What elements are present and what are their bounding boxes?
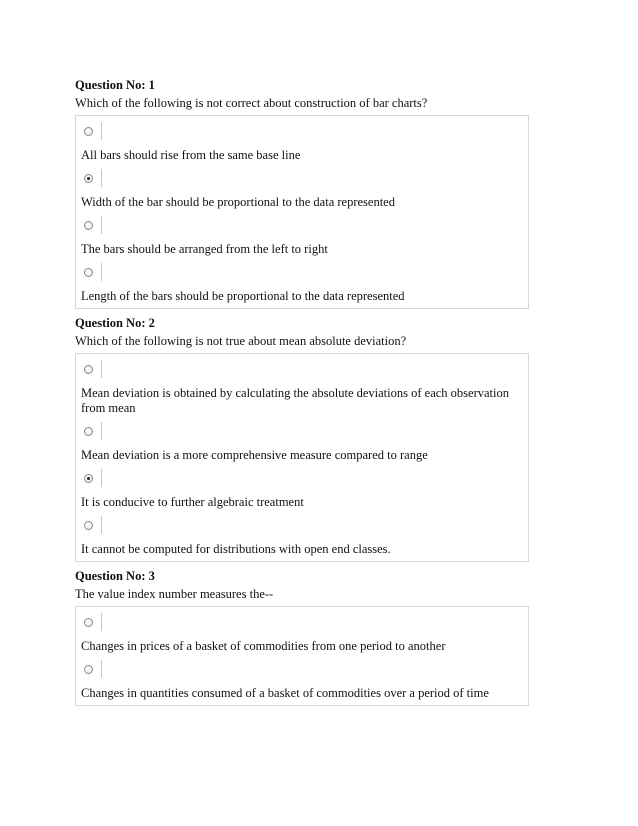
option-label: It is conducive to further algebraic treatment (81, 495, 304, 509)
question-number: Question No: 1 (75, 78, 155, 92)
option-label: Length of the bars should be proportional to the data represented (81, 289, 405, 303)
options-box (75, 115, 529, 309)
radio-row (79, 656, 528, 686)
divider (101, 122, 102, 140)
options-box (75, 606, 529, 706)
radio-row (79, 118, 528, 148)
radio-row (79, 259, 528, 289)
radio-button[interactable] (84, 665, 93, 674)
radio-button-selected[interactable] (84, 474, 93, 483)
radio-button-selected[interactable] (84, 174, 93, 183)
question-text: The value index number measures the-- (75, 587, 274, 601)
divider (101, 469, 102, 487)
radio-row (79, 465, 528, 495)
option-2[interactable] (79, 418, 528, 465)
question-number: Question No: 2 (75, 316, 155, 330)
option-label: Changes in quantities consumed of a basket of commodities over a period of time (81, 686, 489, 700)
option-1[interactable] (79, 356, 528, 418)
radio-button[interactable] (84, 365, 93, 374)
divider (101, 613, 102, 631)
question-number: Question No: 3 (75, 569, 155, 583)
option-4[interactable] (79, 512, 528, 559)
radio-row (79, 512, 528, 542)
radio-row (79, 356, 528, 386)
divider (101, 516, 102, 534)
option-label: The bars should be arranged from the left to right (81, 242, 328, 256)
option-1[interactable] (79, 609, 528, 656)
question-text: Which of the following is not correct about construction of bar charts? (75, 96, 428, 110)
divider (101, 216, 102, 234)
radio-row (79, 609, 528, 639)
option-1[interactable] (79, 118, 528, 165)
divider (101, 169, 102, 187)
options-box (75, 353, 529, 562)
question-1 (75, 78, 531, 309)
divider (101, 422, 102, 440)
radio-button[interactable] (84, 268, 93, 277)
option-label: Mean deviation is a more comprehensive measure compared to range (81, 448, 428, 462)
radio-row (79, 418, 528, 448)
radio-button[interactable] (84, 521, 93, 530)
radio-row (79, 165, 528, 195)
radio-button[interactable] (84, 618, 93, 627)
question-2 (75, 316, 531, 562)
radio-row (79, 212, 528, 242)
option-4[interactable] (79, 259, 528, 306)
divider (101, 660, 102, 678)
question-text: Which of the following is not true about mean absolute deviation? (75, 334, 407, 348)
quiz-page (75, 78, 531, 706)
question-3 (75, 569, 531, 706)
option-2[interactable] (79, 656, 528, 703)
option-3[interactable] (79, 212, 528, 259)
option-label: Width of the bar should be proportional to the data represented (81, 195, 395, 209)
option-label: Changes in prices of a basket of commodities from one period to another (81, 639, 446, 653)
divider (101, 263, 102, 281)
option-label: It cannot be computed for distributions with open end classes. (81, 542, 391, 556)
radio-button[interactable] (84, 127, 93, 136)
option-3[interactable] (79, 465, 528, 512)
divider (101, 360, 102, 378)
option-2[interactable] (79, 165, 528, 212)
radio-button[interactable] (84, 221, 93, 230)
option-label: Mean deviation is obtained by calculating the absolute deviations of each observation from mean (81, 386, 509, 415)
radio-button[interactable] (84, 427, 93, 436)
option-label: All bars should rise from the same base line (81, 148, 301, 162)
